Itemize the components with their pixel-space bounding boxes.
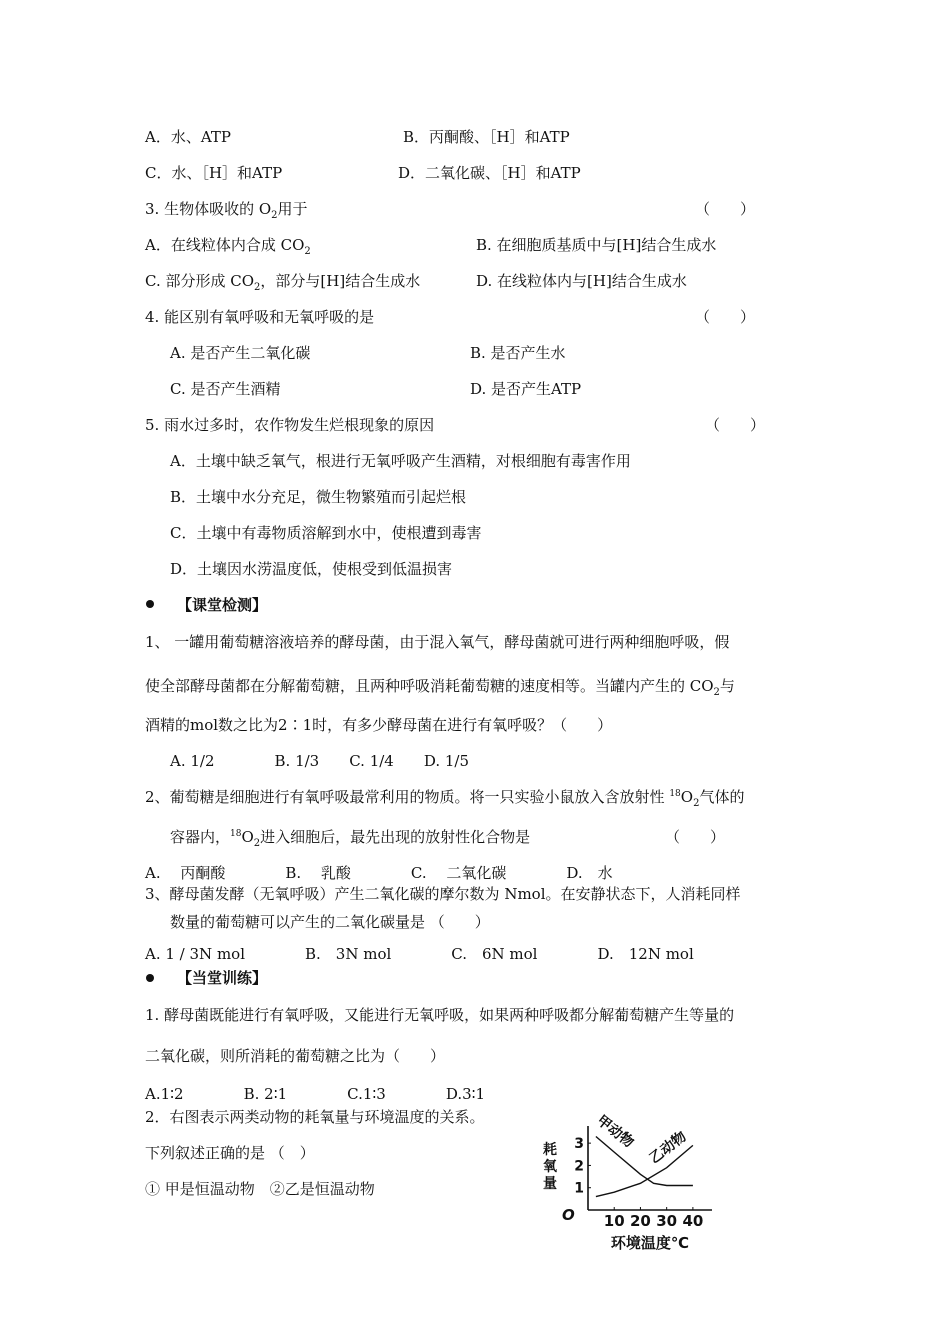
q5-option-b: B．土壤中水分充足，微生物繁殖而引起烂根 (170, 488, 467, 506)
q3-option-b: B. 在细胞质基质中与[H]结合生成水 (476, 236, 717, 254)
c3-options: A. 1 / 3N mol B. 3N mol C. 6N mol D. 12N mol (145, 945, 694, 963)
q3-option-a: A．在线粒体内合成 $CO_2$ (145, 236, 311, 257)
c2-line1: 2、葡萄糖是细胞进行有氧呼吸最常利用的物质。将一只实验小鼠放入含放射性 $^{18}O_2$气体的 (145, 788, 745, 809)
oxygen-consumption-chart (540, 1112, 720, 1252)
q4-answer-paren: （ ） (695, 308, 756, 326)
y-axis-label: 耗 (543, 1142, 557, 1158)
q2-option-c: C．水、［H］和ATP (145, 164, 283, 182)
y-tick-label: 3 (574, 1136, 584, 1153)
c1-line2: 使全部酵母菌都在分解葡萄糖，且两种呼吸消耗葡萄糖的速度相等。当罐内产生的 $CO_2$与 (145, 677, 735, 698)
t2-line3: ① 甲是恒温动物 ②乙是恒温动物 (145, 1180, 375, 1198)
t2-line2: 下列叙述正确的是 （ ） (145, 1144, 315, 1162)
x-tick-label: 30 (656, 1212, 678, 1230)
x-tick-label: 10 (603, 1212, 625, 1230)
q4-option-c: C. 是否产生酒精 (170, 380, 281, 398)
q5-answer-paren: （ ） (705, 416, 766, 434)
q5-option-c: C．土壤中有毒物质溶解到水中，使根遭到毒害 (170, 524, 482, 542)
t1-line1: 1. 酵母菌既能进行有氧呼吸，又能进行无氧呼吸，如果两种呼吸都分解葡萄糖产生等量的 (145, 1006, 735, 1024)
q3-stem: 3. 生物体吸收的 $O_2$用于 (145, 200, 308, 221)
y-axis-label: 量 (543, 1176, 557, 1192)
q4-stem: 4. 能区别有氧呼吸和无氧呼吸的是 (145, 308, 375, 326)
c3-line1: 3、酵母菌发酵（无氧呼吸）产生二氧化碳的摩尔数为 Nmol。在安静状态下，人消耗同样 (145, 885, 741, 903)
series-label-2: 乙动物 (646, 1128, 690, 1168)
q5-option-a: A．土壤中缺乏氧气，根进行无氧呼吸产生酒精，对根细胞有毒害作用 (170, 452, 631, 470)
c2-line2: 容器内，$^{18}O_2$进入细胞后，最先出现的放射性化合物是 (170, 828, 531, 849)
y-tick-label: 1 (574, 1180, 584, 1197)
c2-options: A. 丙酮酸 B. 乳酸 C. 二氧化碳 D. 水 (145, 864, 613, 882)
x-axis-label: 环境温度℃ (610, 1234, 690, 1252)
q4-option-a: A. 是否产生二氧化碳 (170, 344, 311, 362)
q2-option-d: D．二氧化碳、［H］和ATP (398, 164, 581, 182)
t2-line1: 2．右图表示两类动物的耗氧量与环境温度的关系。 (145, 1108, 485, 1126)
c3-line2: 数量的葡萄糖可以产生的二氧化碳量是 （ ） (170, 913, 490, 931)
c1-options: A. 1/2 B. 1/3 C. 1/4 D. 1/5 (170, 752, 469, 770)
section-bullet (146, 974, 154, 982)
q2-option-b: B．丙酮酸、［H］和ATP (403, 128, 570, 146)
t1-line2: 二氧化碳，则所消耗的葡萄糖之比为（ ） (145, 1047, 446, 1065)
q5-stem: 5. 雨水过多时，农作物发生烂根现象的原因 (145, 416, 435, 434)
q3-answer-paren: （ ） (695, 200, 756, 218)
c1-line3: 酒精的mol数之比为2∶1时，有多少酵母菌在进行有氧呼吸？（ ） (145, 716, 613, 734)
q4-option-b: B. 是否产生水 (470, 344, 566, 362)
c1-line1: 1、 一罐用葡萄糖溶液培养的酵母菌，由于混入氧气，酵母菌就可进行两种细胞呼吸，假 (145, 633, 730, 651)
c2-answer-paren: （ ） (665, 828, 726, 846)
chart-axes (588, 1126, 712, 1210)
q3-option-c: C. 部分形成 $CO_2$，部分与[H]结合生成水 (145, 272, 421, 293)
series-line-2 (596, 1145, 693, 1196)
series-label-1: 甲动物 (593, 1112, 637, 1152)
q2-option-a: A．水、ATP (145, 128, 231, 146)
section-title-practice: 【当堂训练】 (177, 969, 268, 987)
q3-option-d: D. 在线粒体内与[H]结合生成水 (476, 272, 687, 290)
y-axis-label: 氧 (543, 1159, 557, 1175)
origin-label: O (562, 1206, 575, 1224)
t1-options: A.1∶2 B. 2∶1 C.1∶3 D.3∶1 (145, 1085, 486, 1103)
y-tick-label: 2 (574, 1158, 584, 1175)
chart-labels (543, 1112, 703, 1252)
q4-option-d: D. 是否产生ATP (470, 380, 582, 398)
section-bullet (146, 600, 154, 608)
section-title-class-test: 【课堂检测】 (177, 596, 268, 614)
x-tick-label: 40 (682, 1212, 704, 1230)
q5-option-d: D．土壤因水涝温度低，使根受到低温损害 (170, 560, 453, 578)
x-tick-label: 20 (630, 1212, 651, 1230)
